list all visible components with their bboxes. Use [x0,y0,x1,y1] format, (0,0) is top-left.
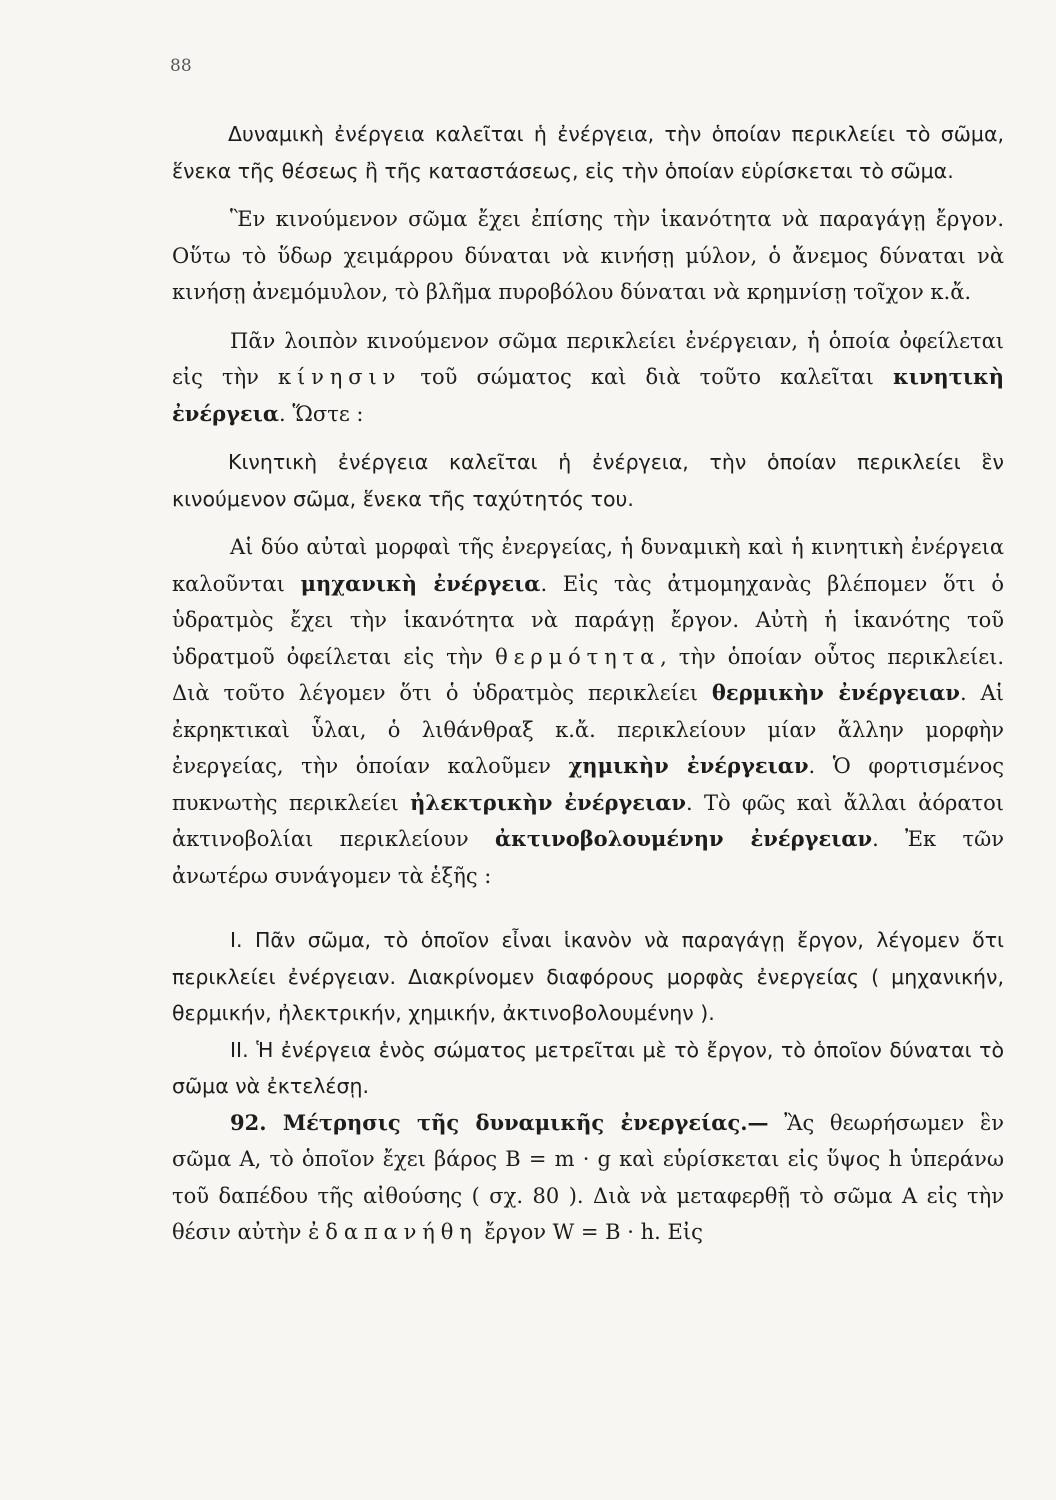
bold-term-mechanical-energy: μηχανικὴ ἐνέργεια [300,570,541,596]
text-segment: . Εἰς τὰς ἀτμομηχανὰς βλέπομεν ὅτι ὁ ὑδρατμὸς ἔχει τὴν ἱκανότητα νὰ παράγῃ ἔργον. Αὐτὴ ἡ ἱκανότης τοῦ ὑδρατμοῦ ὀφείλεται εἰς τὴν [172,571,1004,669]
spaced-term-kinesis: κίνησιν [278,365,402,389]
text-segment: τοῦ σώματος καὶ διὰ τοῦτο καλεῖται [420,365,874,389]
text-segment: . Ἐκ τῶν ἀνωτέρω συνάγομεν τὰ ἑξῆς : [172,827,1004,888]
text-segment: . Ὥστε : [279,401,364,426]
section-heading: 92. Μέτρησις τῆς δυναμικῆς ἐνεργείας.— [230,1109,769,1135]
spaced-term-heat: θερμότητα [495,644,661,669]
list-number: I. [230,928,243,952]
list-text: Πᾶν σῶμα, τὸ ὁποῖον εἶναι ἱκανὸν νὰ παραγάγῃ ἔργον, λέγομεν ὅτι περικλείει ἐνέργειαν. Διακρίνομεν διαφόρους μορφὰς ἐνεργείας ( μηχανικήν, θερμικήν, ἠλεκτρικήν, χημικήν, ἀκτινοβολουμένην ). [172,928,1004,1025]
bold-term-kinetic-energy: κινητικὴ ἐνέργεια [172,364,1004,426]
bold-term-electrical-energy: ἠλεκτρικὴν ἐνέργειαν [410,789,686,815]
page-body [172,116,1004,1263]
summary-list [172,922,1004,1105]
text-segment: . Τὸ φῶς καὶ ἄλλαι ἀόρατοι ἀκτινοβολίαι περικλείουν [172,790,1004,851]
list-item [172,1032,1004,1105]
spaced-term-expended: ἐδαπανήθη [308,1220,478,1244]
list-item [172,922,1004,1032]
text-segment: , τὴν ὁποίαν οὗτος περικλείει. Διὰ τοῦτο λέγομεν ὅτι ὁ ὑδρατμὸς περικλείει [172,644,1004,705]
bold-term-radiant-energy: ἀκτινοβολουμένην ἐνέργειαν [494,826,873,851]
paragraph-kinetic-energy [172,323,1004,433]
text-segment: . Αἱ ἐκρηκτικαὶ ὗλαι, ὁ λιθάνθραξ κ.ἄ. περικλείουν μίαν ἄλλην μορφὴν ἐνεργείας, τὴν ὁποίαν καλοῦμεν [172,681,1004,778]
definition-kinetic-energy: Κινητικὴ ἐνέργεια καλεῖται ἡ ἐνέργεια, τὴν ὁποίαν περικλείει ἓν κινούμενον σῶμα, ἕνεκα τῆς ταχύτητός του. [172,450,1004,511]
bold-term-chemical-energy: χημικὴν ἐνέργειαν [568,753,809,778]
bold-term-thermal-energy: θερμικὴν ἐνέργειαν [711,680,960,705]
section-92 [172,1105,1004,1251]
paragraph-forms-of-energy [172,529,1004,894]
page-number: 88 [170,56,192,76]
list-text: Ἡ ἐνέργεια ἑνὸς σώματος μετρεῖται μὲ τὸ ἔργον, τὸ ὁποῖον δύναται τὸ σῶμα νὰ ἐκτελέσῃ. [172,1037,1004,1098]
paragraph-moving-body: Ἓν κινούμενον σῶμα ἔχει ἐπίσης τὴν ἱκανότητα νὰ παραγάγῃ ἔργον. Οὕτω τὸ ὕδωρ χειμάρρου δύναται νὰ κινήσῃ μύλον, ὁ ἄνεμος δύναται νὰ κινήσῃ ἀνεμόμυλον, τὸ βλῆμα πυροβόλου δύναται νὰ κρημνίσῃ τοῖχον κ.ἄ. [172,207,1004,304]
text-segment: Πᾶν λοιπὸν κινούμενον σῶμα περικλείει ἐνέργειαν, ἡ ὁποία ὀφείλεται εἰς τὴν [172,328,1004,389]
text-segment: ἔργον W = B · h. Εἰς [484,1220,703,1244]
text-segment: Ἂς θεωρήσωμεν ἓν σῶμα Α, τὸ ὁποῖον ἔχει βάρος Β = m · g καὶ εὑρίσκεται εἰς ὕψος h ὑπεράνω τοῦ δαπέδου τῆς αἰθούσης ( σχ. 80 ). Διὰ νὰ μεταφερθῇ τὸ σῶμα Α εἰς τὴν θέσιν αὐτὴν [172,1110,1004,1244]
text-segment: Αἱ δύο αὐταὶ μορφαὶ τῆς ἐνεργείας, ἡ δυναμικὴ καὶ ἡ κινητικὴ ἐνέργεια καλοῦνται [172,535,1004,596]
text-segment: . Ὁ φορτισμένος πυκνωτὴς περικλείει [172,754,1005,815]
definition-potential-energy: Δυναμικὴ ἐνέργεια καλεῖται ἡ ἐνέργεια, τὴν ὁποίαν περικλείει τὸ σῶμα, ἕνεκα τῆς θέσεως ἢ τῆς καταστάσεως, εἰς τὴν ὁποίαν εὑρίσκεται τὸ σῶμα. [172,122,1004,183]
list-number: II. [230,1037,249,1062]
